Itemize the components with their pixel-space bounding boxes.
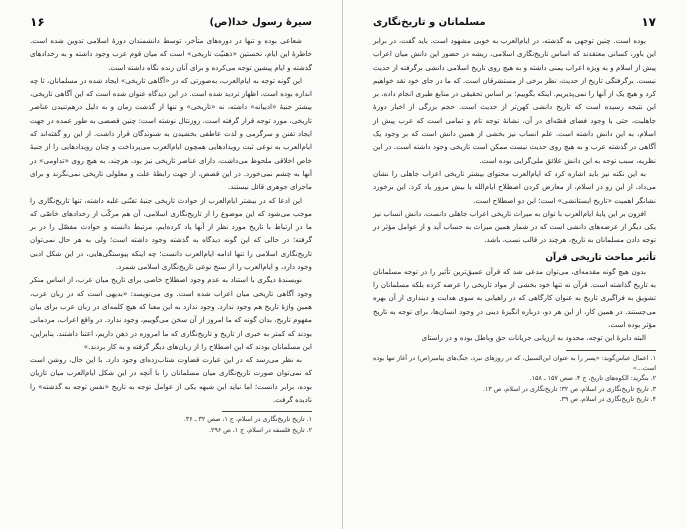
left-footnote-1: ۱. تاریخ تاریخ‌نگاری در اسلام، ج ۱، صص ۳۲ ـ ۳۶. (183, 416, 312, 424)
left-paragraph-4: نویسندهٔ دیگری با استناد به عدم وجود اصطلاح خاصی برای تاریخ میان عرب، از اساس منکر وجود آگاهی تاریخی میان اعراب شده است. وی می‌نویسد: «بدیهی است که در زبان عرب، همین واژهٔ تاریخ هم وجود ندارد. وجود ندارد به این معنا که هیچ کلمه‌ای در زبان عرب برای بیان مفهوم تاریخ، بدان گونه که ما امروز از آن سخن می‌گوییم، وجود ندارد. در واقع اعراب، مردمانی بودند که کمتر به خبری از تاریخ و تاریخ‌نگاری که ما امروزه در ذهن داریم، اعتنا داشتند. بنابراین، این مسلمانان بودند که این اصطلاح را از زبان‌های دیگر گرفته و به کار بردند.» (30, 275, 312, 351)
left-footnote-separator (222, 411, 312, 412)
left-paragraph-1: شعاعی بوده و تنها در دوره‌های متأخر، توسط دانشمندان دورهٔ اسلامی تدوین شده است. خاطرهٔ این ایام، نخستین «ذهنیّت تاریخی» است که میان قوم عرب وجود داشته و به رخدادهای گذشته و ایام پیشین توجه می‌کرده و برای آنان زنده نگاه داشته است. (30, 36, 312, 72)
left-footnote-2: ۲. تاریخ فلسفه در اسلام، ج ۱، ص ۲۹۶. (208, 426, 312, 434)
right-page (343, 0, 686, 529)
left-paragraph-5: به نظر می‌رسد که در این عبارت قضاوت شتاب‌زده‌ای وجود دارد. با این حال، روشن است که نمی‌توان صورت تاریخ‌نگاری میان مسلمانان را با آنچه در این شکل ایام‌العرب میان تازیان بوده، برابر دانست؛ اما نباید این شبهه یکی از عوامل توجه به تاریخ «نفس توجه به گذشته» را نادیده گرفت. (30, 355, 312, 405)
right-section-paragraph-1: بدون هیچ گونه مقدمه‌ای، می‌توان مدعی شد که قرآن عمیق‌ترین تأثیر را در توجه مسلمانان به تاریخ گذاشته است. قرآن نه تنها خود بخشی از مواد تاریخی را عرضه کرده بلکه مسلمانان را تشویق به فراگیری تاریخ به عنوان کارگاهی که در راهیابی به سوی هدایت و دینداری از آن بهره می‌جستند. در همین کار، از این هر دو، درباره انگیزهٔ دینی در وجود انسان‌ها، برای توجه به تاریخ مؤثر بوده است. (373, 266, 656, 329)
right-page-number: ۱۷ (641, 15, 656, 29)
right-paragraph-3: افزون بر این پایهٔ ایام‌العرب با توان به میراث تاریخی اعراب جاهلی دانست، دانش انساب نیز یکی دیگر از عرصه‌های دانشی است که در شمار همین میراث به حساب آید و از عوامل مؤثر در توجه دادن مسلمانان به تاریخ، هرچند در قالب نسب، باشد. (373, 208, 656, 245)
right-footnote-separator (566, 350, 656, 351)
left-page-header (30, 14, 312, 30)
right-footnote-2: ۲. بنگرید: الکوه‌های تاریخ، ج ۴، صص ۱۵۷ ـ ۱۵۸. (529, 375, 656, 383)
right-page-running-title: مسلمانان و تاریخ‌نگاری (373, 16, 486, 28)
right-page-body (373, 34, 656, 515)
left-paragraph-2: این گونه توجه به ایام‌العرب، به‌صورتی که در «آگاهی تاریخی» ایجاد شده در مسلمانان، تا چه اندازه بوده است، اظهار تردید شده است. در این دیدگاه عنوان شده است که این آگاهی تاریخی، بیشتر جنبهٔ «ادبیانه» داشته، نه «تاریخی» و تنها از گذشت زمان و به دلیل درهم‌تنیدن عناصر تاریخی، مورد توجه قرار گرفته است. روزنتال نوشته است: چنین قصصی به طور عمده در جهت ایجاد تفنن و سرگرمی و لذت عاطفی بخشیدن به شنوندگان قرار داشت. از این رو گفته‌اند که ایام‌العرب به نوعی ثبت رویدادهایی همچون ایام‌العرب می‌پرداخت و چنان رویدادهایی را از جنبهٔ خاص اخلاقی ملحوظ می‌داشت، دارای عناصر تاریخی نیز بود، هرچند، به هیچ روی «تداومی» در آنها به چشم نمی‌خورد. در این قصص، از جهت رابطهٔ علت و معلولی تاریخی نمی‌نگرند و برای ماجرای جوهری قائل نیستند. (30, 75, 312, 192)
left-page-body (30, 34, 312, 515)
right-paragraph-2: به این نکته نیز باید اشاره کرد که ایام‌العرب محتوای بیشتر تاریخی اعراب جاهلی را نشان می‌داد، از این رو در اسلام، از معارض کردن اصطلاح ایام‌الله یا بیش مرور یاد کرد. این برخورد نشانگر اهمیت «تاریخ ایستانشی» است؛ این دو اصطلاح است. (373, 168, 656, 205)
left-page-number: ۱۶ (30, 15, 45, 29)
left-paragraph-3: این ادعا که در بیشتر ایام‌العرب از حوادث تاریخی جنبهٔ تفنّنی غلبه داشته، تنها تاریخ‌نگاری را موجب می‌شود که این موضوع را از تاریخ‌نگاری اسلامی، آن هم مرکّب از رخدادهای خاصّی که ما در ارتباط با تاریخ مورد نظر از آنها یاد کرده‌ایم، مرتبط دانسته و حوادث مفصّل را در بر گرفته؛ در حالی که این گونه دیدگاه به گذشته وجود داشته است؛ ولی به هر حال نمی‌توان تاریخ‌نگاری اسلامی را تنها ادامه ایام‌العرب دانست؛ چه اینکه پیوستگی‌هایی، در این شکل ادبی وجود دارد، و ایام‌العرب را از سنخ نوعی تاریخ‌نگاری اسلامی شمرد. (30, 195, 312, 272)
section-heading: تأثیر مباحث تاریخی قرآن (545, 252, 656, 263)
right-section-paragraph-2: البته دایرهٔ این توجه، محدود به ارزیابی جریانات حق وباطل بوده و در راستای (421, 333, 646, 343)
right-footnote-1: ۱. اعمال عباس‌گوید: «پسر را به عنوان ابن‌السبیل، که در روزهای نبرد، جنگ‌های پیامبر(ص) در آغاز تنها بوده است...» (373, 354, 656, 372)
right-page-header (373, 14, 656, 30)
right-footnote-4: ۴. تاریخ تاریخ‌نگاری در اسلام، ص ۳۹. (559, 396, 656, 404)
right-paragraph-1: بوده است. چنین توجهی به گذشته، در ایام‌العرب به خوبی مشهود است. باید گفت، در برابر این باور، کسانی معتقدند که اساس تاریخ‌نگاری اسلامی، ریشه در حضور این دانش میان اعراب پیش از اسلام و به ویژه اعراب یمنی داشته و به هیچ روی تاریخ اسلامی دانشی برگرفته از حدیث نیست. برگرفتگی تاریخ از حدیث، نظر برخی از مستشرقان است. که ما در جای خود نقد خواهیم کرد و هیچ یک از آنها را نمی‌پذیریم. اینکه بگوییم؛ بر اساس تحقیقی در منابع طبری انجام داده، بر این نتیجه رسیده است که تاریخ دانشی کهن‌تر از حدیث است. حجم بزرگی از اخبار دورهٔ جاهلیت، حتی با وجود فضای قصّه‌ای در آن، نشانهٔ توجه تام و تمامی است که عرب پیش از اسلام، به این دانش داشته است. علم انساب نیز بخشی از همین دانش است که بر وجود یک آگاهی در گذشته عرب و به هیچ روی حدیث نیست ممکن است تاریخی وجود داشته است. در این نظریه، سبب توجه به این دانش علائق ملی‌گرایی بوده است. (373, 36, 656, 165)
right-footnote-3: ۳. تاریخ تاریخ‌نگاری در اسلام، ص ۳۲؛ تاریخ‌نگاری در اسلام، ص ۱۳. (482, 385, 656, 393)
left-page-running-title: سیرهٔ رسول خدا(ص) (209, 16, 312, 28)
